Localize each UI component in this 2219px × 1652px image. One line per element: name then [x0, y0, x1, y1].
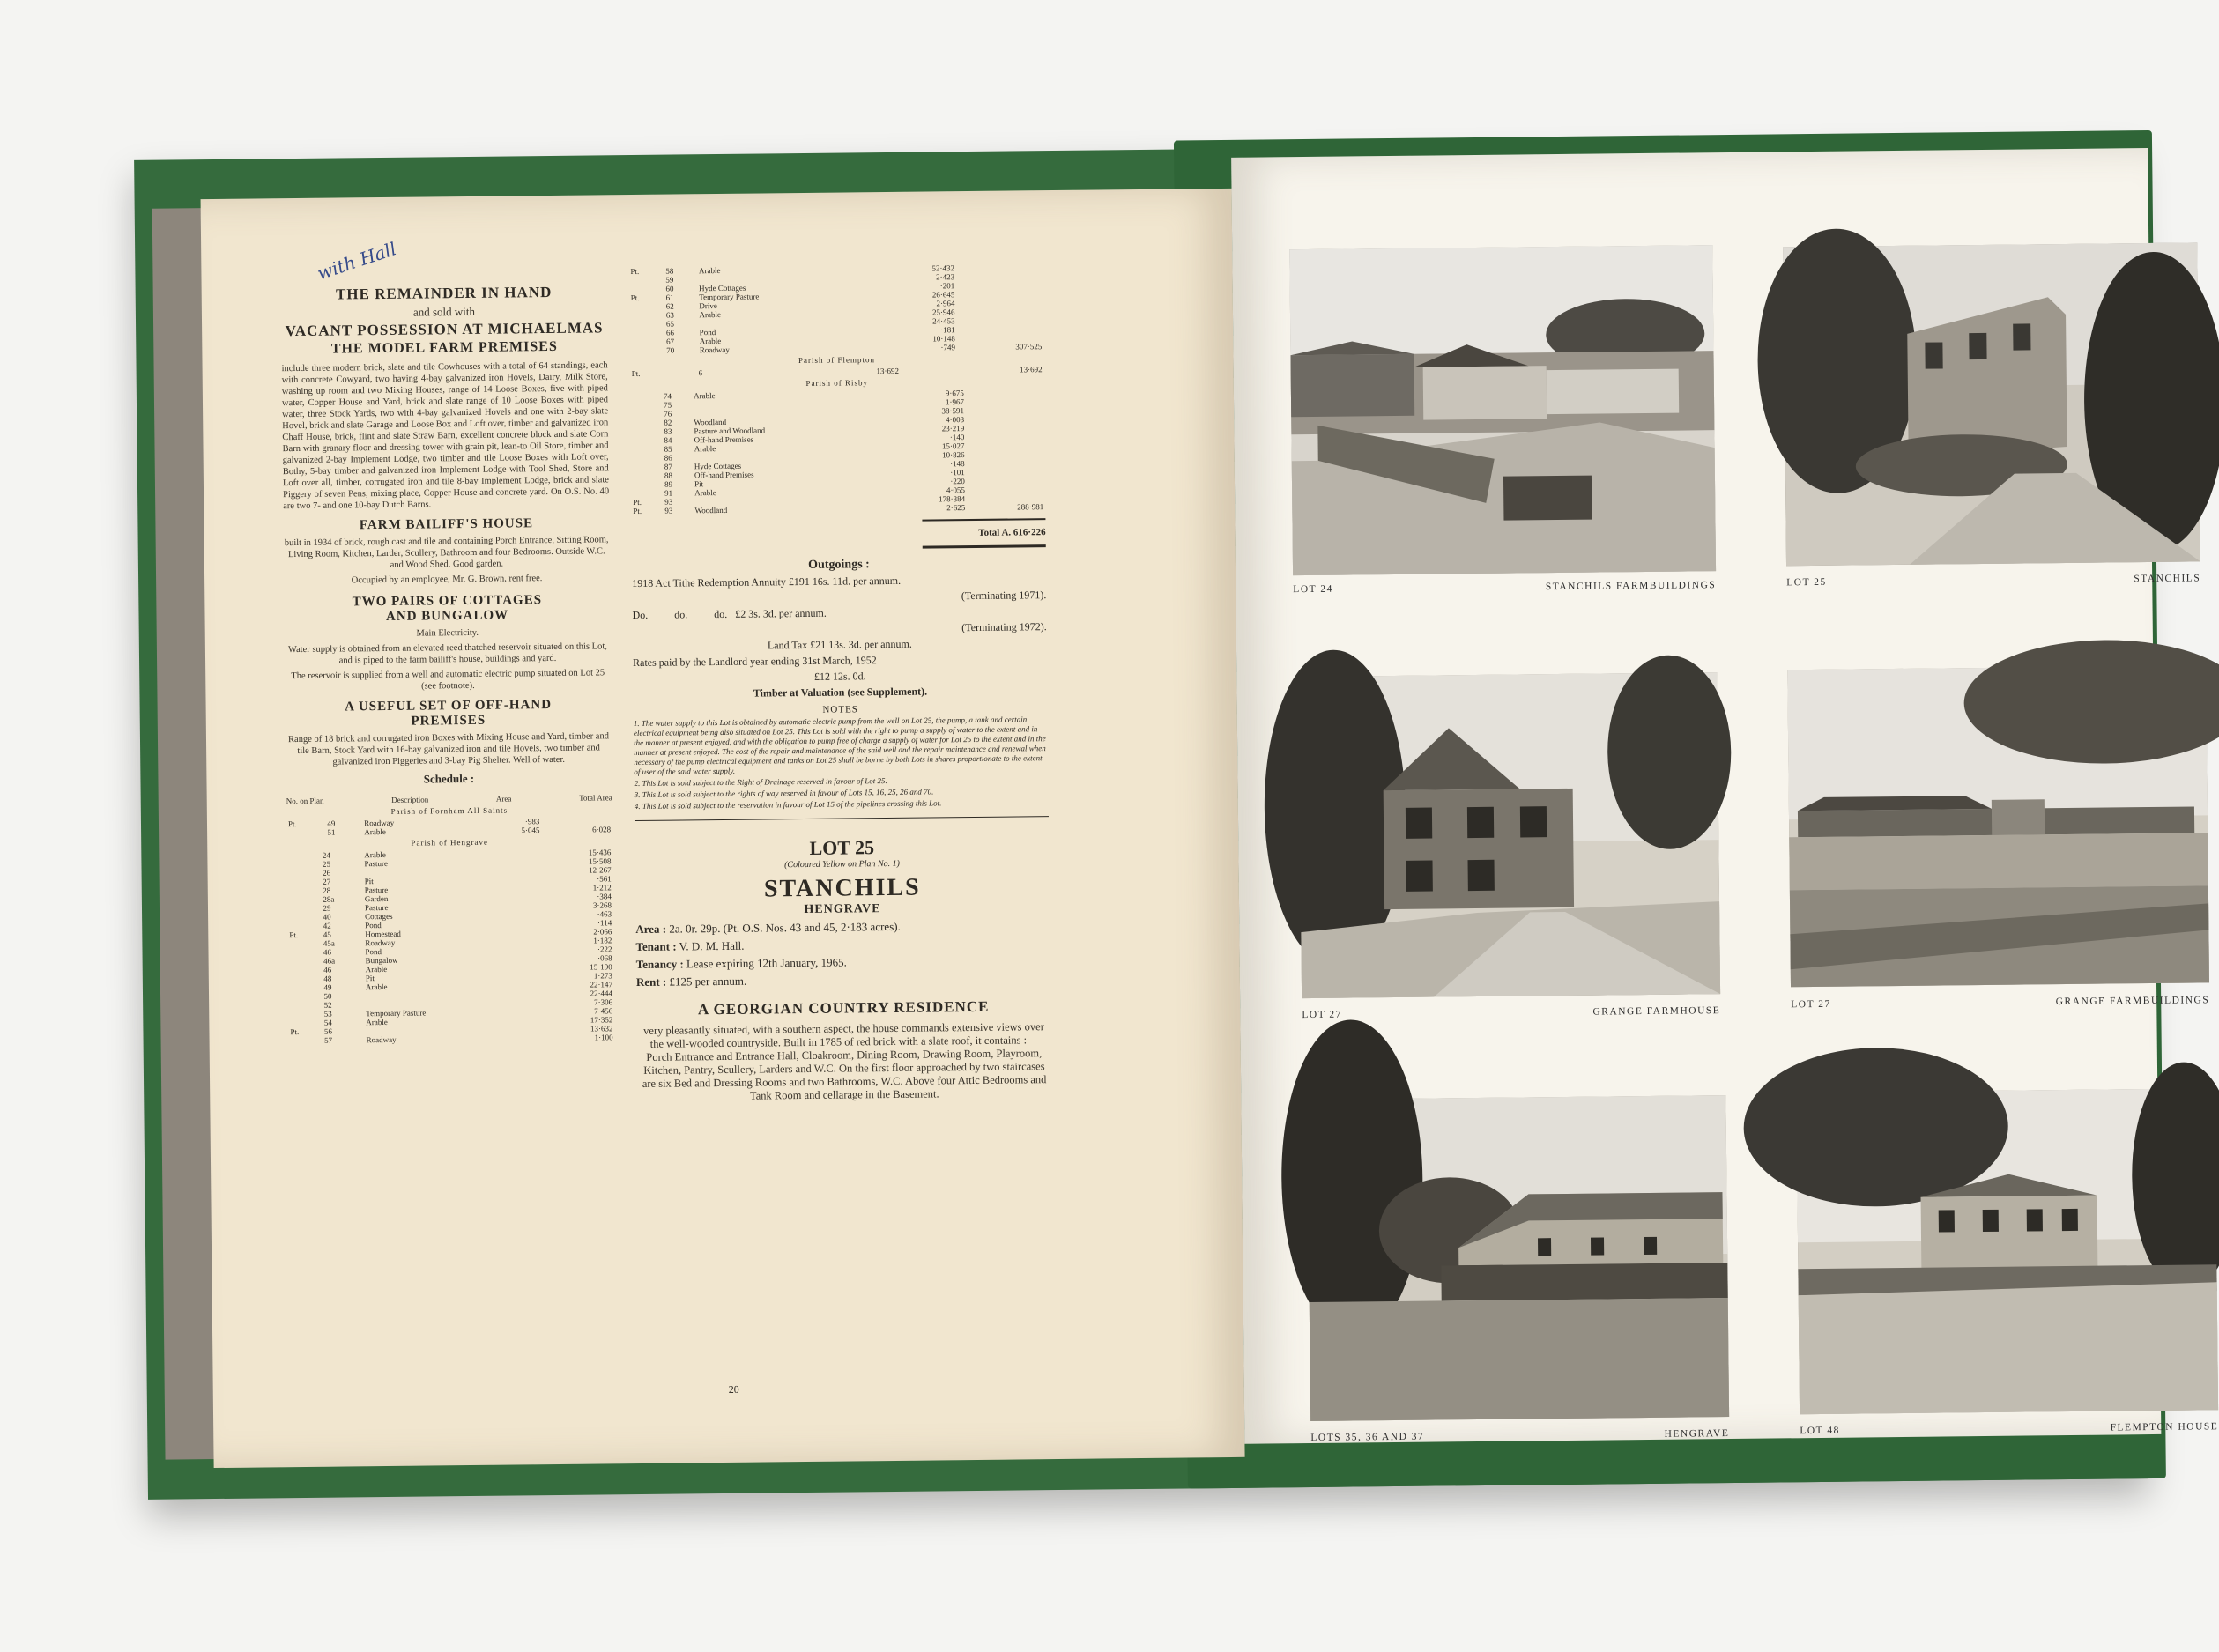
cell-desc: Bungalow — [365, 955, 398, 966]
cell-no: 28 — [323, 885, 331, 895]
cell-area: 2·423 — [936, 272, 955, 282]
cell-no: 57 — [323, 1035, 333, 1045]
cell-area: ·148 — [950, 459, 965, 469]
cell-area: ·749 — [940, 343, 955, 352]
cell-pt — [629, 329, 664, 337]
model-farm-text: include three modern brick, slate and tile Cowhouses with a total of 64 standings, each with concrete Cowyard, two having 4-bay galvanized iron Hovels, Dairy, Milk Store, washing up room and two Mixing Houses, range of 14 Loose Boxes, five with piped water, Copper House and Yard, brick and slate range of 10 Loose Boxes with piped water, three Stock Yards, two with 4-bay galvanized Hovels and one with 2-bay slate Hovel, brick and slate Garage and Loose Box and Loft over, timber and galvanized iron Chaff House, brick, flint and slate Straw Barn, excellent concrete block and slate Corn Barn with granary floor and dressing tower with grain pit, lean-to Oil Store, timber and galvanized 2-bay Implement Lodge, two timber and tile Loose Boxes with Loft over, Bothy, 5-bay timber and galvanized iron Implement Lodge with Tool Shed, Store and Loft over all, timber, corrugated iron and tile 8-bay Implement Lodge, brick and slate Piggery of seven Pens, mixing place, Copper House and concrete yard. On O.S. No. 40 are two 7- and one 10-bay Dutch Barns. — [281, 360, 610, 512]
area-value: 2a. 0r. 29p. (Pt. O.S. Nos. 43 and 45, 2·183 acres). — [669, 919, 901, 936]
caption-1-title: STANCHILS FARMBUILDINGS — [1545, 580, 1717, 593]
caption-5-title: HENGRAVE — [1664, 1428, 1730, 1440]
cell-area: 1·100 — [594, 1033, 613, 1042]
caption-4 — [1791, 995, 2209, 1010]
cell-no: 88 — [664, 470, 672, 480]
cell-desc: Arable — [365, 982, 388, 992]
cell-area: 2·066 — [593, 927, 612, 937]
cell-area: 7·306 — [594, 997, 613, 1007]
cell-desc: Pasture and Woodland — [694, 426, 766, 436]
cell-no: 29 — [323, 903, 331, 913]
cell-no: 45 — [323, 930, 331, 939]
caption-3 — [1302, 1005, 1720, 1020]
cell-desc: Roadway — [364, 818, 395, 828]
schedule-col-no: No. on Plan — [286, 796, 324, 806]
cell-pt — [287, 878, 322, 886]
outgoing-rates-amount: £12 12s. 0d. — [813, 670, 866, 683]
cell-no: 62 — [665, 301, 674, 311]
cell-no: 46a — [323, 956, 336, 966]
cell-no: 52 — [323, 1000, 332, 1010]
cell-pt: Pt. — [633, 497, 642, 507]
cell-pt — [288, 957, 323, 966]
cell-desc: Garden — [364, 893, 389, 904]
cell-desc: Arable — [365, 964, 388, 974]
heading-model-farm: THE MODEL FARM PREMISES — [330, 338, 558, 357]
lot-divider — [635, 816, 1049, 821]
cell-desc: Off-hand Premises — [694, 470, 754, 480]
cell-pt — [631, 480, 663, 489]
cell-pt — [286, 860, 321, 869]
cell-no: 87 — [664, 462, 672, 471]
cell-area: ·983 — [524, 817, 540, 826]
outgoing-tithe-term: (Terminating 1971). — [961, 589, 1047, 603]
cell-no: 49 — [327, 819, 336, 828]
cell-pt — [629, 311, 664, 320]
reservoir-text: The reservoir is supplied from a well and automatic electric pump situated on Lot 25 (see footnote). — [291, 668, 605, 692]
bailiff-text: built in 1934 of brick, rough cast and tile and containing Porch Entrance, Sitting Room, Living Room, Kitchen, Larder, Scullery, Bathroom and four Bedrooms. Outside W.C. and Wood Shed. Good garden. — [284, 535, 609, 570]
lot-tenant — [635, 936, 1050, 954]
cell-pt — [630, 410, 662, 419]
cell-desc: Pit — [694, 479, 704, 489]
cell-pt — [631, 454, 663, 463]
cell-area: 23·219 — [941, 424, 965, 433]
cell-pt — [287, 913, 322, 922]
cell-area: 9·675 — [945, 389, 964, 398]
cell-no: 54 — [323, 1018, 332, 1027]
photo-grange-farmhouse — [1298, 672, 1720, 998]
note-4: 4. This Lot is sold subject to the reservation in favour of Lot 15 of the pipelines crossing this Lot. — [634, 798, 942, 811]
left-page — [201, 189, 1245, 1468]
schedule-table-b — [286, 848, 614, 1045]
cell-no: 51 — [327, 827, 336, 837]
heading-offhand-1: A USEFUL SET OF OFF-HAND — [345, 697, 553, 715]
georgian-text: very pleasantly situated, with a southern aspect, the house commands extensive views over the well-wooded countryside. Built in 1785 of red brick with a slate roof, it contains :— Porch Entrance and Entrance Hall, Cloakroom, Dining Room, Drawing Room, Playroom, Kitchen, Pantry, Scullery, Larders and W.C. On the first floor approached by two staircases are six Bed and Dressing Rooms and two Bathrooms, W.C. Above four Attic Bedrooms and Tank Room and cellarage in the Basement. — [642, 1020, 1047, 1102]
caption-6 — [1800, 1421, 2218, 1436]
cell-desc: Arable — [698, 265, 721, 276]
schedule-header — [286, 793, 612, 805]
cell-desc: Arable — [366, 1017, 388, 1027]
cell-desc: Roadway — [366, 1034, 397, 1045]
cell-pt — [288, 974, 323, 983]
cell-pt — [629, 302, 664, 311]
heading-offhand-2: PREMISES — [411, 713, 486, 729]
cell-area: ·463 — [597, 909, 612, 919]
cell-pt — [629, 346, 664, 355]
cell-desc: Pit — [364, 877, 374, 886]
photo-hengrave — [1307, 1095, 1729, 1421]
parish-flempton: Parish of Flempton — [798, 355, 876, 366]
cell-no: 86 — [664, 453, 672, 463]
cell-no: 42 — [323, 921, 331, 930]
cell-pt — [287, 895, 322, 904]
cell-desc: Pond — [365, 947, 382, 957]
cell-total: 307·525 — [1015, 342, 1043, 352]
cell-pt — [287, 939, 322, 948]
cell-pt — [629, 285, 664, 293]
cell-desc: Pit — [365, 974, 375, 983]
cell-area: 22·147 — [590, 980, 612, 989]
cell-area: 38·591 — [941, 406, 965, 416]
caption-4-lot: LOT 27 — [1791, 998, 1831, 1011]
cell-pt: Pt. — [633, 506, 642, 516]
cell-desc: Arable — [694, 391, 716, 401]
caption-2-lot: LOT 25 — [1786, 576, 1827, 589]
photo-flempton-house — [1796, 1088, 2218, 1414]
cell-area: 4·055 — [946, 485, 966, 495]
cell-pt — [631, 471, 663, 480]
cell-area: ·201 — [939, 281, 955, 291]
note-3: 3. This Lot is sold subject to the rights of way reserved in favour of Lots 15, 16, 25, 26 and 70. — [634, 787, 934, 800]
right-column — [628, 263, 1051, 1109]
heading-sold-with: and sold with — [412, 304, 476, 319]
cell-no: 65 — [665, 319, 674, 329]
cell-pt: Pt. — [289, 930, 299, 940]
cell-no: 25 — [322, 859, 331, 869]
cell-pt — [288, 983, 323, 992]
offhand-text: Range of 18 brick and corrugated iron Boxes with Mixing House and Yard, timber and tile Barn, Stock Yard with 16-bay galvanized iron and tile Hovels, two timber and galvanized iron Piggeries and 3-bay Pig Shelter. Well of water. — [287, 731, 610, 767]
cell-no: 74 — [663, 391, 672, 401]
cell-area: 1·182 — [593, 936, 612, 945]
cell-total: 288·981 — [1017, 502, 1044, 512]
cell-pt — [287, 869, 322, 878]
cell-pt — [288, 992, 323, 1001]
lot-tenancy — [636, 953, 1050, 972]
caption-2 — [1786, 573, 2200, 588]
schedule-table-e — [630, 388, 1045, 515]
cell-desc: Off-hand Premises — [694, 434, 754, 445]
cell-no: 56 — [323, 1026, 332, 1036]
outgoing-ditto-term: (Terminating 1972). — [961, 620, 1047, 634]
cell-pt — [631, 445, 663, 454]
caption-5-lot: LOTS 35, 36 AND 37 — [1310, 1431, 1425, 1444]
cell-no: 46 — [323, 947, 332, 957]
caption-6-title: FLEMPTON HOUSE — [2110, 1421, 2219, 1433]
timber-valuation: Timber at Valuation (see Supplement). — [753, 685, 928, 700]
tenancy-value: Lease expiring 12th January, 1965. — [686, 955, 847, 971]
rent-label: Rent : — [635, 974, 667, 989]
cell-desc: Pasture — [364, 858, 389, 869]
caption-3-title: GRANGE FARMHOUSE — [1592, 1005, 1721, 1018]
cell-no: 59 — [665, 275, 674, 285]
bailiff-occupied: Occupied by an employee, Mr. G. Brown, rent free. — [351, 574, 543, 586]
cell-desc: Woodland — [694, 505, 728, 515]
cell-pt — [289, 1036, 323, 1045]
cell-desc: Hyde Cottages — [694, 461, 742, 471]
cell-no: 83 — [664, 426, 672, 436]
cell-no: 67 — [666, 337, 675, 346]
cell-desc: Roadway — [365, 937, 396, 948]
cell-desc: Pond — [699, 328, 716, 337]
cell-pt — [630, 401, 662, 410]
cell-desc: Roadway — [699, 344, 730, 355]
right-page — [1231, 148, 2219, 1444]
cell-no: 89 — [664, 479, 673, 489]
main-electricity: Main Electricity. — [416, 627, 479, 639]
cell-area: 15·190 — [590, 962, 612, 972]
cell-area: 1·273 — [593, 971, 612, 981]
outgoing-land-tax: Land Tax £21 13s. 3d. per annum. — [767, 637, 912, 652]
cell-no: 60 — [665, 284, 674, 293]
heading-cottages-1: TWO PAIRS OF COTTAGES — [352, 593, 543, 610]
cell-area: 13·692 — [876, 366, 900, 376]
cell-no: 93 — [664, 497, 673, 507]
schedule-col-area: Area — [495, 794, 512, 804]
cell-pt — [287, 886, 322, 895]
cell-no: 70 — [666, 345, 675, 355]
heading-cottages-2: AND BUNGALOW — [385, 608, 509, 624]
schedule-col-desc: Description — [391, 795, 429, 804]
cell-pt: Pt. — [631, 368, 641, 379]
caption-2-title: STANCHILS — [2134, 573, 2201, 585]
cell-pt — [288, 966, 323, 974]
total-rule — [922, 518, 1045, 521]
cell-area: ·220 — [950, 477, 965, 486]
cell-area: 15·027 — [941, 441, 965, 451]
cell-desc: Arable — [364, 826, 386, 837]
cell-no: 76 — [664, 409, 672, 419]
water-text: Water supply is obtained from an elevated reed thatched reservoir situated on this Lot, and is piped to the farm bailiff's house, buildings and yard. — [287, 641, 607, 666]
note-1: 1. The water supply to this Lot is obtained by automatic electric pump from the well on Lot 25, the pump, a tank and certain electrical equipment being also situated on Lot 25. This Lot is sold with the right to pump a supply of water to the extent and in the manner at present enjoyed, and with the obligation to pump free of charge a supply of water for Lot 25 to the extent and in the manner at present enjoyed. The cost of the repair and maintenance of the said well and the repair maintenance and renewal when necessary of the pump electrical equipment and tanks on Lot 25 shall be borne by both Lots in shares proportionate to the extent of user of the said water supply. — [633, 715, 1046, 777]
cell-area: 22·444 — [590, 989, 613, 998]
outgoing-rates: Rates paid by the Landlord year ending 31st March, 1952 — [633, 654, 877, 670]
cell-area: 12·267 — [589, 865, 612, 875]
caption-3-lot: LOT 27 — [1302, 1009, 1342, 1021]
cell-area: 7·456 — [594, 1006, 613, 1016]
cell-desc: Drive — [699, 301, 717, 311]
cell-desc: Arable — [699, 309, 721, 320]
cell-pt — [287, 948, 322, 957]
photo-grange-farmbuildings — [1787, 665, 2209, 987]
cell-no: 66 — [665, 328, 675, 337]
cell-no: 61 — [665, 293, 674, 302]
cell-no: 6 — [698, 368, 703, 378]
cell-area: ·101 — [950, 468, 965, 478]
cell-area: 10·148 — [932, 334, 955, 344]
cell-area: ·068 — [597, 953, 612, 963]
parish-hengrave: Parish of Hengrave — [411, 837, 489, 848]
outgoing-tithe: 1918 Act Tithe Redemption Annuity £191 16s. 11d. per annum. — [632, 574, 902, 590]
cell-area: 24·453 — [932, 316, 955, 326]
cell-area: 52·432 — [931, 263, 955, 273]
cell-pt — [630, 392, 662, 401]
parish-fornham: Parish of Fornham All Saints — [390, 805, 508, 816]
cell-area: 2·625 — [946, 503, 966, 513]
cell-no: 40 — [323, 912, 331, 922]
cell-no: 28a — [323, 894, 335, 904]
cell-desc: Arable — [699, 336, 722, 346]
cell-total: 13·692 — [1020, 365, 1043, 374]
cell-no: 75 — [664, 400, 672, 410]
cell-pt — [629, 276, 664, 285]
heading-georgian: A GEORGIAN COUNTRY RESIDENCE — [697, 997, 990, 1019]
heading-vacant: VACANT POSSESSION AT MICHAELMAS — [285, 319, 604, 340]
cell-area: 5·045 — [521, 826, 540, 835]
cell-pt — [287, 904, 322, 913]
cell-no: 58 — [665, 266, 674, 276]
cell-no: 26 — [323, 868, 331, 878]
total-area: Total A. 616·226 — [978, 527, 1046, 538]
cell-desc: Woodland — [694, 417, 727, 427]
cell-no: 27 — [323, 877, 331, 886]
cell-desc: Homestead — [365, 929, 401, 939]
cell-no: 24 — [322, 850, 330, 860]
notes-title: NOTES — [822, 704, 858, 715]
cell-pt — [286, 851, 321, 860]
cell-total: 6·028 — [592, 825, 612, 834]
cell-pt — [288, 1010, 323, 1019]
cell-desc: Temporary Pasture — [366, 1008, 427, 1019]
outgoings-title: Outgoings : — [808, 558, 870, 572]
lot-place: HENGRAVE — [804, 902, 881, 917]
table-row — [630, 365, 1044, 378]
cell-area: ·140 — [949, 433, 965, 442]
cell-desc: Cottages — [365, 911, 393, 922]
caption-1-lot: LOT 24 — [1293, 583, 1333, 596]
cell-area: 15·436 — [588, 848, 612, 857]
cell-no: 82 — [664, 418, 672, 427]
cell-pt — [631, 489, 663, 498]
caption-6-lot: LOT 48 — [1800, 1425, 1840, 1437]
cell-pt — [631, 463, 663, 471]
cell-no: 49 — [323, 982, 332, 992]
cell-no: 85 — [664, 444, 672, 454]
cell-no: 50 — [323, 991, 332, 1001]
cell-area: 3·268 — [592, 900, 612, 910]
handwritten-note: with Hall — [314, 238, 399, 285]
schedule-table-d — [630, 365, 1044, 378]
rent-value: £125 per annum. — [669, 974, 747, 989]
cell-desc: Arable — [694, 444, 716, 454]
cell-pt — [630, 436, 662, 445]
lot-subtitle: (Coloured Yellow on Plan No. 1) — [783, 858, 901, 870]
cell-no: 48 — [323, 974, 332, 983]
schedule-title: Schedule : — [423, 771, 475, 786]
total-double-rule — [923, 544, 1046, 548]
parish-risby: Parish of Risby — [805, 378, 869, 388]
page-number: 20 — [728, 1382, 739, 1396]
cell-area: 17·352 — [590, 1015, 613, 1025]
photo-stanchils-farmbuildings — [1289, 245, 1716, 575]
cell-pt: Pt. — [287, 819, 297, 829]
cell-no: 46 — [323, 965, 332, 974]
cell-area: 178·384 — [939, 494, 966, 504]
open-book — [134, 139, 2219, 1500]
lot-area — [635, 918, 1050, 937]
cell-pt — [630, 427, 662, 436]
cell-area: 1·212 — [592, 883, 612, 893]
cell-pt: Pt. — [290, 1027, 300, 1037]
cell-pt — [629, 320, 664, 329]
cell-desc — [738, 368, 757, 377]
cell-area: ·222 — [597, 945, 612, 954]
cell-no: 91 — [664, 488, 673, 498]
cell-area: 25·946 — [931, 307, 955, 317]
cell-pt — [629, 337, 664, 346]
cell-area: 1·967 — [945, 397, 964, 407]
cell-pt: Pt. — [630, 293, 640, 303]
cell-pt — [286, 828, 325, 837]
cell-desc: Arable — [694, 488, 716, 498]
cell-no: 53 — [323, 1009, 332, 1019]
schedule-col-total: Total Area — [579, 793, 612, 803]
tenant-value: V. D. M. Hall. — [679, 938, 745, 953]
note-2: 2. This Lot is sold subject to the Right of Drainage reserved in favour of Lot 25. — [634, 776, 887, 789]
schedule-table-c — [628, 263, 1043, 355]
outgoing-ditto: Do. do. do. £2 3s. 3d. per annum. — [632, 606, 827, 622]
cell-no: 93 — [664, 506, 673, 515]
cell-pt — [288, 1019, 323, 1027]
lot-name: STANCHILS — [763, 873, 921, 903]
cell-pt: Pt. — [630, 266, 640, 277]
area-label: Area : — [635, 922, 667, 937]
cell-no: 45a — [323, 938, 335, 948]
cell-area: ·181 — [940, 325, 955, 335]
cell-area: 13·632 — [590, 1024, 613, 1033]
caption-1 — [1293, 580, 1716, 595]
cell-area: ·561 — [597, 874, 612, 884]
cell-desc: Pasture — [364, 885, 389, 895]
heading-remainder: THE REMAINDER IN HAND — [335, 283, 553, 303]
schedule-table-a — [286, 816, 612, 837]
cell-area: 2·964 — [936, 299, 955, 308]
cell-no: 84 — [664, 435, 672, 445]
cell-desc: Hyde Cottages — [699, 283, 746, 293]
cell-desc: Pond — [365, 921, 382, 930]
cell-pt — [630, 419, 662, 427]
cell-desc: Arable — [364, 849, 386, 860]
cell-no: 63 — [665, 310, 674, 320]
lot-rent — [636, 971, 1050, 989]
cell-area: 15·508 — [588, 856, 612, 866]
lot-title: LOT 25 — [809, 836, 875, 859]
caption-4-title: GRANGE FARMBUILDINGS — [2055, 995, 2210, 1008]
tenancy-label: Tenancy : — [635, 957, 684, 972]
cell-area: ·384 — [597, 892, 612, 901]
left-column — [281, 283, 615, 1045]
cell-pt — [288, 1001, 323, 1010]
cell-area: 26·645 — [931, 290, 955, 300]
cell-area: ·114 — [597, 918, 612, 928]
cell-desc: Temporary Pasture — [699, 292, 760, 302]
photo-stanchils — [1783, 242, 2200, 566]
cell-area: 4·003 — [946, 415, 965, 425]
cell-desc: Pasture — [364, 902, 389, 913]
cell-area: 10·826 — [941, 450, 965, 460]
tenant-label: Tenant : — [635, 939, 677, 954]
cell-pt — [287, 922, 322, 930]
heading-bailiff: FARM BAILIFF'S HOUSE — [359, 516, 534, 533]
